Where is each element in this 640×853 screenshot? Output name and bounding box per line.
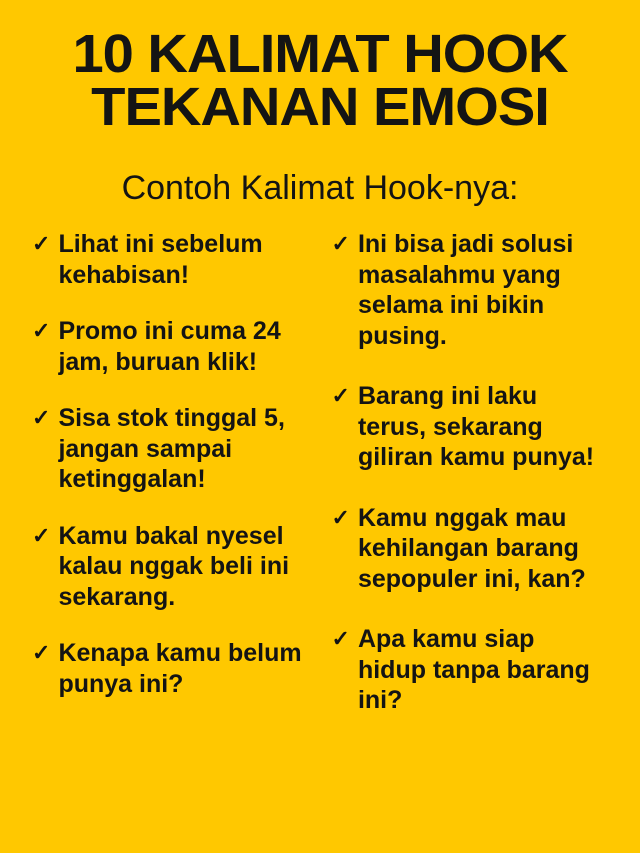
list-item [332,229,608,351]
hook-list [24,229,616,716]
check-icon: ✓ [32,318,51,344]
list-item-label: Kamu nggak mau kehilangan barang sepopuler ini, kan? [357,503,586,593]
list-item-label: Barang ini laku terus, sekarang giliran kamu punya! [357,382,595,472]
list-item-label: Apa kamu siap hidup tanpa barang ini? [357,625,590,715]
hook-column-right [328,229,608,716]
list-item [332,624,608,716]
list-item [32,229,308,290]
check-icon: ✓ [32,640,51,666]
check-icon: ✓ [331,383,350,409]
title-line-1: 10 KALIMAT HOOK [72,24,568,84]
check-icon: ✓ [32,405,51,431]
list-item [32,316,308,377]
list-item [32,521,308,613]
list-item [32,403,308,495]
list-item-label: Kenapa kamu belum punya ini? [58,639,302,698]
list-item-label: Promo ini cuma 24 jam, buruan klik! [58,317,281,376]
title-line-2: TEKANAN EMOSI [91,76,549,137]
list-item-label: Kamu bakal nyesel kalau nggak beli ini sekarang. [58,521,290,611]
check-icon: ✓ [331,231,350,257]
list-item [332,381,608,473]
page-title [12,24,628,137]
check-icon: ✓ [32,231,51,257]
check-icon: ✓ [32,522,51,548]
hook-column-left [32,229,312,699]
check-icon: ✓ [331,626,350,652]
list-item [332,503,608,595]
subtitle: Contoh Kalimat Hook-nya: [121,168,519,207]
list-item [32,638,308,699]
list-item-label: Ini bisa jadi solusi masalahmu yang selama ini bikin pusing. [357,230,574,350]
list-item-label: Sisa stok tinggal 5, jangan sampai ketinggalan! [58,404,285,494]
list-item-label: Lihat ini sebelum kehabisan! [58,230,263,289]
check-icon: ✓ [331,504,350,530]
